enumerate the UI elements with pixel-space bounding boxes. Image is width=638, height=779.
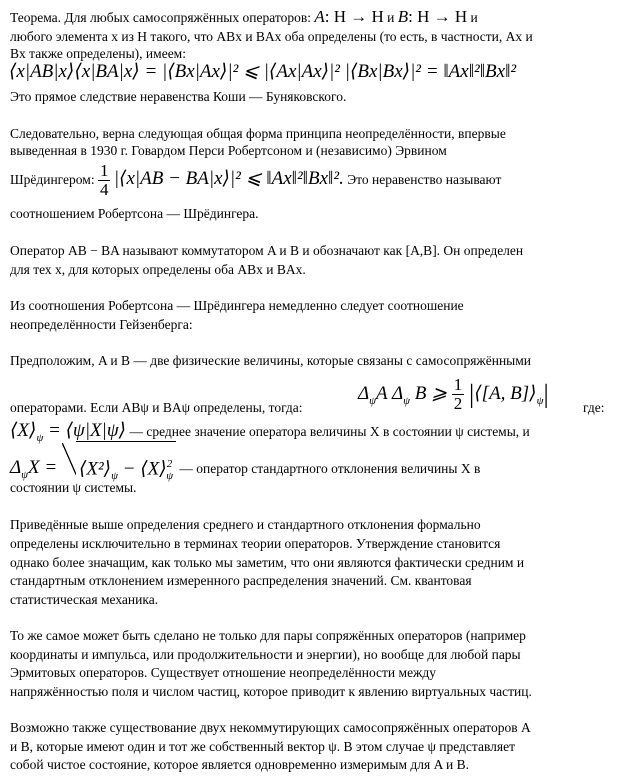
mean-definition: = ⟨ψ|X|ψ⟩ [43,420,127,441]
std-formula [10,456,176,483]
fraction-denominator: 4 [99,180,109,200]
theorem-line-2: любого элемента x из H такого, что ABx и BAx оба определены (то есть, в частности, Ax и [10,29,533,44]
theorem-line-1 [10,9,478,26]
mean-value-text: — среднее значение оператора величины X в состоянии ψ системы, и [126,424,530,439]
commutator-line-1: Оператор AB − BA называют коммутатором A и B и обозначают как [A,B]. Он определен [10,243,524,258]
theorem-line-5: Это прямое следствие неравенства Коши — Буняковского. [10,89,347,104]
psi-subscript-6: ψ [111,470,118,483]
robertson-text: Шрёдингером: [10,172,98,187]
mean-value-line [10,420,530,442]
radicand-first: ⟨X²⟩ [78,458,112,480]
robertson-tail: Это неравенство называют [343,172,502,187]
mean-formula [10,420,127,444]
operator-b-domain: : H → H [408,7,468,26]
half-fraction [452,376,465,413]
psi-subscript-2: ψ [403,394,411,407]
definitions-line-2: определены исключительно в терминах теории операторов. Утверждение становится [10,536,501,551]
std-equals: X = [28,456,58,478]
definitions-line-4: стандартным отклонением измеренного распределения значений. См. квантовая [10,573,472,588]
eigenvector-line-1: Возможно также существование двух некоммутирующих самосопряжённых операторов A [10,720,531,735]
robertson-line-3 [10,158,501,200]
fraction-numerator: 1 [99,161,109,181]
hermitian-line-1: То же самое может быть сделано не только для пары сопряжённых операторов (например [10,628,526,643]
commutator-expectation: ⟨[A, B]⟩ [474,383,537,404]
definitions-line-3: однако более значащим, как только мы заметим, что они являются фактически средним и [10,555,525,570]
definitions-line-5: статистическая механика. [10,592,159,607]
robertson-line-2: выведенная в 1930 г. Говардом Перси Робертсоном и (независимо) Эрвином [10,143,447,158]
psi-subscript-5: ψ [21,468,28,481]
hermitian-line-3: Эрмитовых операторов. Существует отношение неопределённости между [10,665,437,680]
robertson-formula: |⟨x|AB − BA|x⟩|² ⩽ ‖Ax‖²‖Bx‖². [113,168,344,189]
assumption-line-1: Предположим, A и B — две физические величины, которые связаны с самосопряжёнными [10,353,532,368]
psi-subscript-3: ψ [536,394,544,407]
hermitian-line-2: координаты и импульса, или продолжительности и энергии), но вообще для любой пары [10,647,521,662]
operator-a-domain: : H → H [324,7,384,26]
assumption-line-2b: где: [583,400,605,415]
mean-symbol: ⟨X⟩ [10,420,37,441]
fraction-numerator: 1 [453,375,463,395]
eigenvector-line-2: и B, которые имеют один и тот же собственный вектор ψ. В этом случае ψ представляет [10,739,516,754]
heisenberg-line-2: неопределённости Гейзенберга: [10,317,193,332]
std-dev-line [10,441,480,481]
psi-subscript-1: ψ [369,394,376,407]
theorem-tail: и [467,10,478,25]
psi-subscript-7: ψ [166,470,174,483]
operator-a: A [314,7,325,26]
commutator-line-2: для тех x, для которых определены оба ABx и BAx. [10,262,306,277]
radicand-second: − ⟨X⟩ [117,458,167,480]
cauchy-schwarz-formula: ⟨x|AB|x⟩⟨x|BA|x⟩ = |⟨Bx|Ax⟩|² ⩽ |⟨Ax|Ax⟩|² |⟨Bx|Bx⟩|² = ‖Ax‖²‖Bx‖² [9,61,517,82]
inequality-sign: B ⩾ [414,383,448,404]
quarter-fraction [98,162,111,199]
delta-symbol: Δ [10,456,22,478]
square-superscript: 2 [166,458,173,470]
definitions-line-1: Приведённые выше определения среднего и стандартного отклонения формально [10,517,481,532]
operator-b: B [397,7,409,26]
delta-a-symbol: Δ [358,383,370,404]
robertson-line-1: Следовательно, верна следующая общая форма принципа неопределённости, впервые [10,126,506,141]
std-dev-text: — оператор стандартного отклонения величины X в [176,460,481,476]
theorem-text: Теорема. Для любых самосопряжённых операторов: [10,10,315,25]
assumption-line-2a: операторами. Если ABψ и BAψ определены, тогда: [10,400,303,415]
psi-subscript-4: ψ [36,431,44,444]
heisenberg-formula: $\Delta_\psi A$ $\Delta_\psi$ B ⩾ $\frac{1}{2}$ |⟨[A, $B]⟩_\psi|$ [358,375,549,414]
heisenberg-line-1: Из соотношения Робертсона — Шрёдингера немедленно следует соотношение [10,298,464,313]
fraction-denominator: 2 [453,394,463,414]
robertson-line-4: соотношением Робертсона — Шрёдингера. [10,206,259,221]
hermitian-line-4: напряжённостью поля и числом частиц, которое приводит к явлению виртуальных частиц. [10,684,532,699]
state-line: состоянии ψ системы. [10,480,137,495]
delta-b-symbol: A Δ [376,383,404,404]
conjunction: и [383,10,398,25]
theorem-line-3: Bx также определены), имеем: [10,46,186,61]
eigenvector-line-3: собой чистое состояние, которое является одновременно измеримым для A и B. [10,757,469,772]
